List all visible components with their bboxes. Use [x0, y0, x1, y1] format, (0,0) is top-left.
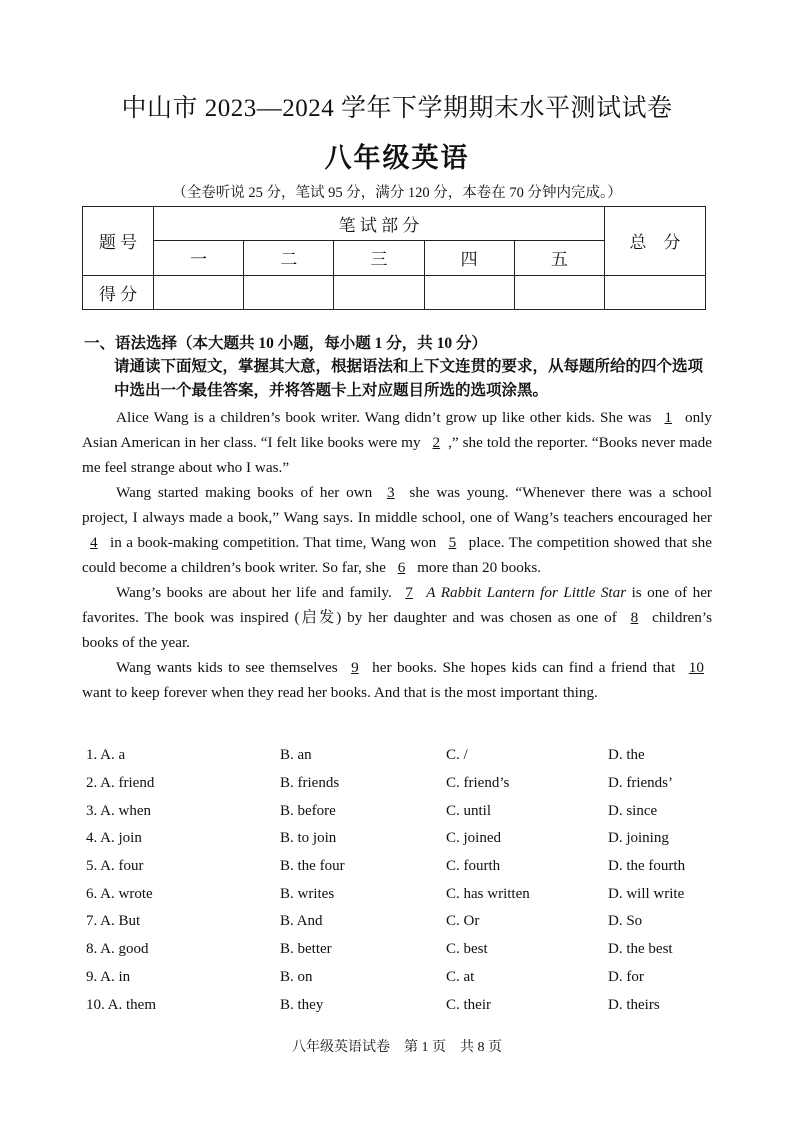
score-table-label-question: 题 号: [83, 207, 154, 276]
passage-text: is one of her favorites. The book was inspired (启发) by her daughter and was chosen as one of: [82, 584, 712, 626]
option-d: D. since: [608, 802, 658, 819]
option-row: [86, 908, 726, 936]
option-a: 3. A. when: [86, 802, 151, 819]
page-footer: 八年级英语试卷 第 1 页 共 8 页: [292, 1040, 502, 1055]
option-c: C. until: [446, 802, 492, 819]
option-d: D. will write: [608, 885, 685, 902]
option-d: D. So: [608, 913, 643, 930]
option-c: C. has written: [446, 885, 530, 902]
score-cell: [244, 275, 334, 309]
score-table: [82, 206, 706, 310]
passage-text: want to keep forever when they read her books. And that is the most important thing.: [82, 684, 598, 701]
passage-text: Wang started making books of her own: [116, 484, 380, 501]
passage-text: her books. She hopes kids can find a friend that: [366, 659, 681, 676]
option-a: 1. A. a: [86, 747, 126, 764]
option-row: [86, 797, 726, 825]
passage-text: children’s books of the year.: [82, 609, 712, 651]
blank: 5: [448, 534, 457, 551]
passage-text: Wang’s books are about her life and family.: [116, 584, 398, 601]
blank: 1: [664, 409, 673, 426]
passage-text: only Asian American in her class. “I felt like books were my: [82, 409, 712, 451]
passage-paragraph: [82, 405, 712, 480]
option-d: D. the best: [608, 941, 673, 958]
option-b: B. they: [280, 996, 324, 1013]
option-row: [86, 853, 726, 881]
option-a: 7. A. But: [86, 913, 141, 930]
option-row: [86, 825, 726, 853]
exam-subtitle: 八年级英语: [324, 143, 470, 173]
exam-note: （全卷听说 25 分，笔试 95 分，满分 120 分，本卷在 70 分钟内完成。）: [172, 185, 622, 201]
passage-text: Wang wants kids to see themselves: [116, 659, 344, 676]
option-c: C. fourth: [446, 858, 501, 875]
option-c: C. /: [446, 747, 468, 764]
option-d: D. for: [608, 968, 644, 985]
blank: 6: [397, 559, 406, 576]
option-row: [86, 770, 726, 798]
blank: 7: [405, 584, 413, 601]
passage-text: ,” she told the reporter. “Books never made me feel strange about who I was.”: [82, 434, 712, 476]
option-c: C. their: [446, 996, 491, 1013]
option-a: 8. A. good: [86, 941, 149, 958]
score-table-section: 一: [154, 241, 244, 275]
option-a: 6. A. wrote: [86, 885, 153, 902]
option-b: B. before: [280, 802, 336, 819]
option-d: D. the: [608, 747, 645, 764]
option-d: D. friends’: [608, 775, 673, 792]
score-cell: [334, 275, 424, 309]
option-d: D. the fourth: [608, 858, 686, 875]
score-table-section: 四: [424, 241, 514, 275]
option-c: C. joined: [446, 830, 501, 847]
passage-text: she was young. “Whenever there was a school project, I always made a book,” Wang says. In middle school, one of Wang’s teachers encouraged her: [82, 484, 712, 526]
option-b: B. an: [280, 747, 312, 764]
score-table-total: 总 分: [605, 207, 706, 276]
option-a: 10. A. them: [86, 996, 156, 1013]
option-b: B. better: [280, 941, 332, 958]
blank: 9: [351, 659, 359, 676]
score-cell-total: [605, 275, 706, 309]
section-instructions: 请通读下面短文，掌握其大意，根据语法和上下文连贯的要求，从每题所给的四个选项中选出一个最佳答案，并将答题卡上对应题目所选的选项涂黑。: [114, 358, 704, 399]
option-d: D. theirs: [608, 996, 660, 1013]
option-a: 4. A. join: [86, 830, 142, 847]
score-table-label-score: 得 分: [83, 275, 154, 309]
book-title: A Rabbit Lantern for Little Star: [426, 584, 627, 601]
score-table-section: 五: [514, 241, 604, 275]
passage-paragraph: [82, 580, 712, 655]
option-d: D. joining: [608, 830, 669, 847]
option-row: [86, 936, 726, 964]
option-c: C. Or: [446, 913, 480, 930]
section-heading: 一、语法选择（本大题共 10 小题，每小题 1 分，共 10 分）: [84, 335, 488, 352]
reading-passage: [82, 405, 712, 705]
option-a: 2. A. friend: [86, 775, 155, 792]
score-cell: [514, 275, 604, 309]
option-b: B. writes: [280, 885, 335, 902]
option-c: C. at: [446, 968, 475, 985]
passage-paragraph: [82, 655, 712, 705]
blank: 3: [387, 484, 395, 501]
passage-text: Alice Wang is a children’s book writer. Wang didn’t grow up like other kids. She was: [116, 409, 657, 426]
option-b: B. to join: [280, 830, 337, 847]
option-b: B. friends: [280, 775, 340, 792]
passage-text: in a book-making competition. That time, Wang won: [105, 534, 441, 551]
option-b: B. And: [280, 913, 323, 930]
score-cell: [424, 275, 514, 309]
option-row: [86, 880, 726, 908]
blank: 2: [432, 434, 441, 451]
option-row: [86, 964, 726, 992]
option-a: 9. A. in: [86, 968, 131, 985]
score-table-written-part: 笔 试 部 分: [154, 207, 605, 241]
option-b: B. on: [280, 968, 313, 985]
option-row: [86, 742, 726, 770]
score-cell: [154, 275, 244, 309]
answer-options: [86, 742, 726, 1019]
passage-text: place. The competition showed that she could become a children’s book writer. So far, she: [82, 534, 712, 576]
score-table-section: 三: [334, 241, 424, 275]
blank: 4: [90, 534, 98, 551]
option-c: C. friend’s: [446, 775, 510, 792]
blank: 8: [630, 609, 639, 626]
option-a: 5. A. four: [86, 858, 144, 875]
exam-title: 中山市 2023—2024 学年下学期期末水平测试试卷: [121, 95, 673, 122]
passage-paragraph: [82, 480, 712, 580]
blank: 10: [688, 659, 704, 676]
option-c: C. best: [446, 941, 488, 958]
option-row: [86, 991, 726, 1019]
option-b: B. the four: [280, 858, 345, 875]
score-table-section: 二: [244, 241, 334, 275]
passage-text: more than 20 books.: [413, 559, 542, 576]
